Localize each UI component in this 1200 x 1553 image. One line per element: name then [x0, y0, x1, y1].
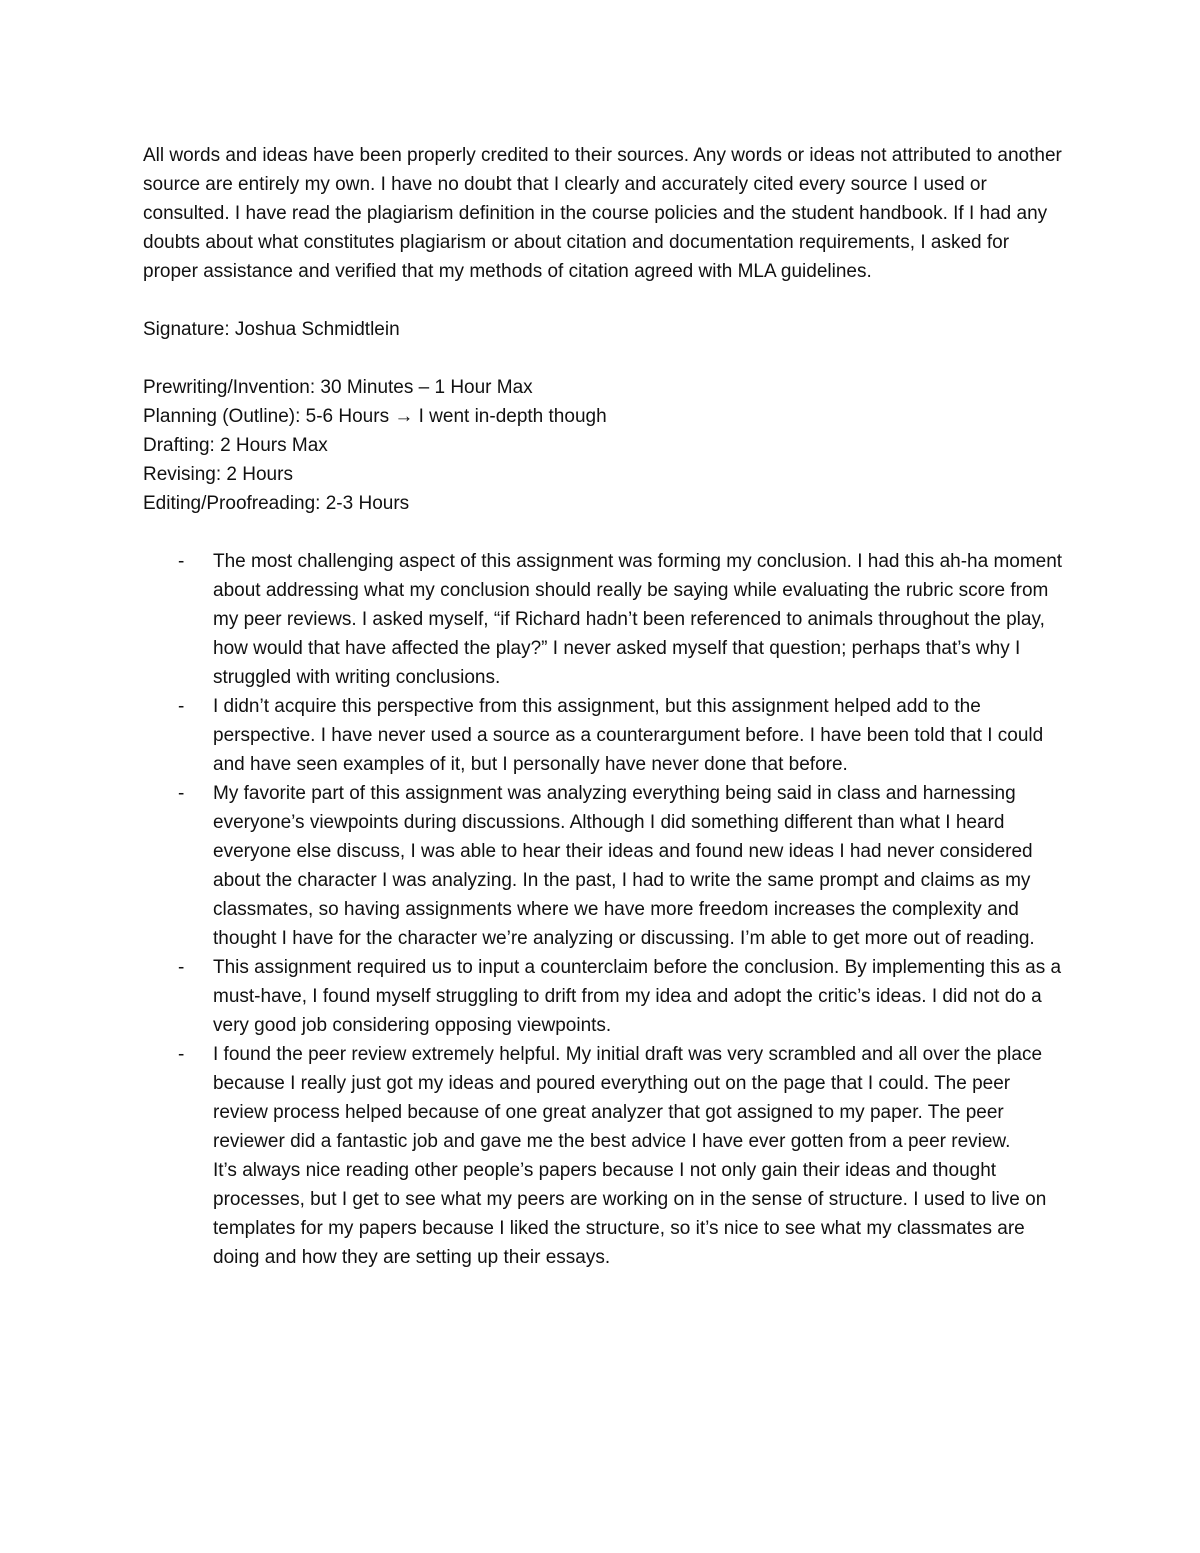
reflection-text: This assignment required us to input a counterclaim before the conclusion. By implementing this as a must-have, I found myself struggling to drift from my idea and adopt the critic’s ideas. I did not do a very good job considering opposing viewpoints. [213, 957, 1062, 1036]
reflection-text: The most challenging aspect of this assignment was forming my conclusion. I had this ah-ha moment about addressing what my conclusion should really be saying while evaluating the rubric score from my peer reviews. I asked myself, “if Richard hadn’t been referenced to animals throughout the play, how would that have affected the play?” I never asked myself that question; perhaps that’s why I struggled with writing conclusions. [213, 551, 1063, 688]
reflection-item [143, 953, 1068, 1040]
reflection-text: I didn’t acquire this perspective from this assignment, but this assignment helped add to the perspective. I have never used a source as a counterargument before. I have been told that I could and have seen examples of it, but I personally have never done that before. [213, 696, 1044, 775]
signature-line: Signature: Joshua Schmidtlein [143, 319, 400, 340]
bullet-dash: - [178, 1044, 185, 1065]
time-log-entry-planning: Planning (Outline): 5-6 Hours → I went in-depth though [143, 406, 607, 427]
bullet-dash: - [178, 551, 185, 572]
reflection-text: I found the peer review extremely helpful. My initial draft was very scrambled and all over the place because I really just got my ideas and poured everything out on the page that I could. The peer review process helped because of one great analyzer that got assigned to my paper. The peer reviewer did a fantastic job and gave me the best advice I have ever gotten from a peer review. [213, 1044, 1043, 1152]
academic-integrity-statement: All words and ideas have been properly credited to their sources. Any words or ideas not attributed to another source are entirely my own. I have no doubt that I clearly and accurately cited every source I used or consulted. I have read the plagiarism definition in the course policies and the student handbook. If I had any doubts about what constitutes plagiarism or about citation and documentation requirements, I asked for proper assistance and verified that my methods of citation agreed with MLA guidelines. [143, 145, 1062, 282]
reflection-item [143, 1040, 1068, 1156]
reflection-item [143, 547, 1068, 692]
time-log-entry-prewriting: Prewriting/Invention: 30 Minutes – 1 Hour Max [143, 377, 533, 398]
reflection-item [143, 779, 1068, 953]
time-log-entry-revising: Revising: 2 Hours [143, 464, 293, 485]
paragraph-spacer [143, 286, 1068, 315]
time-log-entry-drafting: Drafting: 2 Hours Max [143, 435, 328, 456]
bullet-dash: - [178, 783, 185, 804]
bullet-dash: - [178, 957, 185, 978]
time-log [143, 373, 1068, 518]
paragraph-spacer [143, 344, 1068, 373]
closing-paragraph: It’s always nice reading other people’s papers because I not only gain their ideas and thought processes, but I get to see what my peers are working on in the sense of structure. I used to live on templates for my papers because I liked the structure, so it’s nice to see what my classmates are doing and how they are setting up their essays. [213, 1160, 1047, 1268]
time-log-entry-editing: Editing/Proofreading: 2-3 Hours [143, 493, 410, 514]
reflection-text: My favorite part of this assignment was analyzing everything being said in class and harnessing everyone’s viewpoints during discussions. Although I did something different than what I heard everyone else discuss, I was able to hear their ideas and found new ideas I had never considered about the character I was analyzing. In the past, I had to write the same prompt and claims as my classmates, so having assignments where we have more freedom increases the complexity and thought I have for the character we’re analyzing or discussing. I’m able to get more out of reading. [213, 783, 1035, 949]
reflection-item [143, 692, 1068, 779]
reflection-list [143, 547, 1068, 1156]
paragraph-spacer [143, 518, 1068, 547]
bullet-dash: - [178, 696, 185, 717]
document-body [143, 141, 1068, 1272]
